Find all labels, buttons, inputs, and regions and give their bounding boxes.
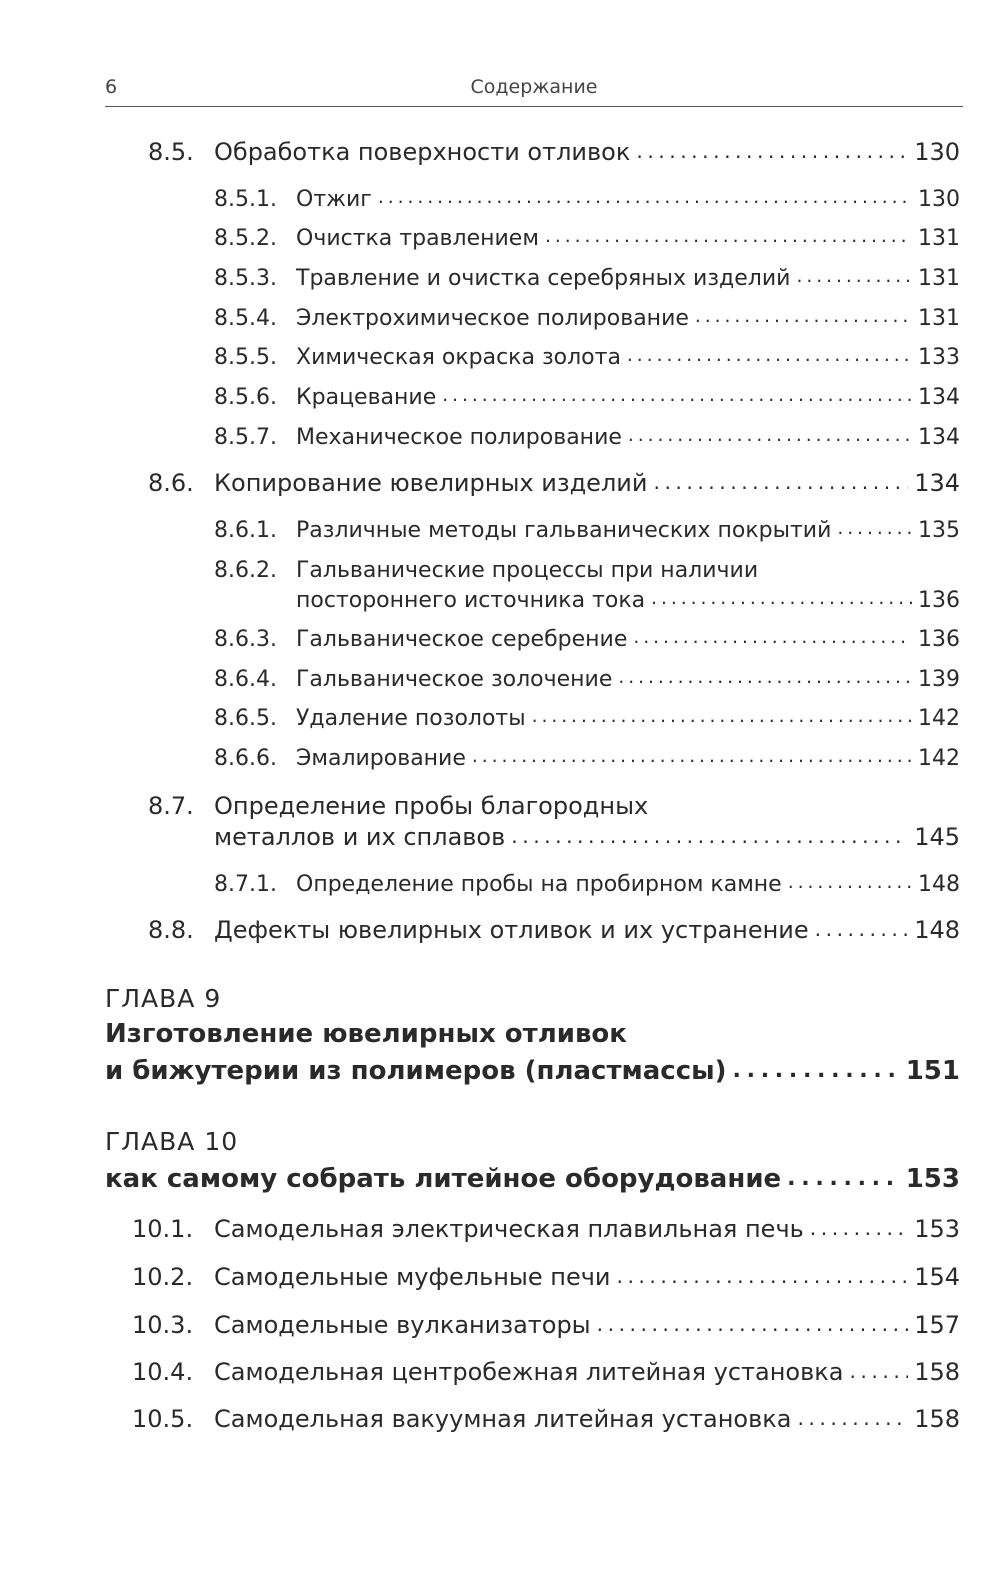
toc-entry-8-6-4[interactable] — [214, 667, 960, 692]
dot-leader — [796, 266, 912, 288]
dot-leader — [616, 1264, 908, 1288]
section-title: Обработка поверхности отливок — [214, 138, 631, 166]
section-number: 10.2. — [132, 1263, 194, 1291]
section-number: 8.6.3. — [214, 627, 277, 652]
page-ref: 134 — [918, 385, 960, 410]
section-number: 10.1. — [132, 1215, 194, 1243]
page-number: 6 — [105, 76, 118, 98]
page-ref: 131 — [918, 226, 960, 251]
dot-leader — [378, 187, 912, 209]
section-title-line2: металлов и их сплавов — [214, 823, 506, 851]
page-ref: 131 — [918, 306, 960, 331]
toc-entry-8-8[interactable] — [148, 916, 960, 944]
dot-leader — [545, 226, 912, 248]
toc-entry-10-1[interactable] — [132, 1215, 960, 1243]
dot-leader — [653, 470, 908, 494]
toc-entry-8-7[interactable] — [214, 823, 960, 851]
section-number: 8.5.5. — [214, 345, 277, 370]
section-number: 8.6.4. — [214, 667, 277, 692]
section-number: 8.6. — [148, 469, 194, 497]
section-number: 8.6.6. — [214, 746, 277, 771]
section-number: 10.3. — [132, 1311, 194, 1339]
section-title: Копирование ювелирных изделий — [214, 469, 648, 497]
section-number: 8.5. — [148, 138, 194, 166]
page-ref: 158 — [914, 1358, 960, 1386]
dot-leader — [695, 306, 912, 328]
toc-entry-8-7-line1[interactable] — [148, 792, 648, 820]
dot-leader — [849, 1359, 908, 1383]
dot-leader — [597, 1312, 909, 1336]
page-ref: 136 — [918, 588, 960, 613]
toc-entry-8-5-5[interactable] — [214, 345, 960, 370]
dot-leader — [618, 667, 912, 689]
dot-leader — [442, 385, 912, 407]
running-title: Содержание — [470, 76, 598, 98]
page-ref: 130 — [914, 138, 960, 166]
page-ref: 153 — [905, 1164, 960, 1194]
page-ref: 151 — [905, 1056, 960, 1086]
toc-entry-chapter-10[interactable] — [105, 1164, 960, 1194]
section-title: Электрохимическое полирование — [296, 306, 689, 331]
dot-leader — [633, 627, 912, 649]
section-number: 8.6.2. — [214, 558, 277, 583]
toc-entry-chapter-9[interactable] — [105, 1056, 960, 1086]
dot-leader — [628, 425, 912, 447]
page-ref: 153 — [914, 1215, 960, 1243]
chapter-10-label: ГЛАВА 10 — [105, 1127, 239, 1156]
section-title: Эмалирование — [296, 746, 466, 771]
section-title: Различные методы гальванических покрытий — [296, 518, 832, 543]
section-title: Гальваническое золочение — [296, 667, 613, 692]
page-ref: 145 — [914, 823, 960, 851]
section-number: 8.6.5. — [214, 706, 277, 731]
toc-entry-8-5-1[interactable] — [214, 187, 960, 212]
chapter-10-title: как самому собрать литейное оборудование — [105, 1164, 782, 1194]
page-ref: 130 — [918, 187, 960, 212]
section-title: Травление и очистка серебряных изделий — [296, 266, 791, 291]
page-ref: 134 — [914, 469, 960, 497]
page-ref: 157 — [914, 1311, 960, 1339]
dot-leader — [627, 345, 912, 367]
chapter-9-title-line1[interactable]: Изготовление ювелирных отливок — [105, 1019, 627, 1049]
page-ref: 148 — [914, 916, 960, 944]
page-ref: 154 — [914, 1263, 960, 1291]
section-number: 8.6.1. — [214, 518, 277, 543]
toc-entry-8-5-2[interactable] — [214, 226, 960, 251]
page-ref: 131 — [918, 266, 960, 291]
section-title: Самодельная вакуумная литейная установка — [214, 1405, 792, 1433]
section-title-line1: Гальванические процессы при наличии — [296, 558, 759, 583]
toc-entry-8-6-6[interactable] — [214, 746, 960, 771]
dot-leader — [636, 139, 908, 163]
page-ref: 148 — [918, 872, 960, 897]
section-title-line1: Определение пробы благородных — [214, 792, 649, 820]
toc-entry-8-6[interactable] — [148, 469, 960, 497]
section-title: Самодельные муфельные печи — [214, 1263, 611, 1291]
dot-leader — [815, 917, 909, 941]
section-title: Дефекты ювелирных отливок и их устранение — [214, 916, 809, 944]
toc-entry-10-4[interactable] — [132, 1358, 960, 1386]
page-ref: 139 — [918, 667, 960, 692]
dot-leader — [810, 1216, 908, 1240]
section-number: 8.5.1. — [214, 187, 277, 212]
toc-entry-8-5-4[interactable] — [214, 306, 960, 331]
page-ref: 135 — [918, 518, 960, 543]
page-header — [105, 74, 963, 107]
toc-entry-8-6-1[interactable] — [214, 518, 960, 543]
section-number: 10.4. — [132, 1358, 194, 1386]
section-title: Удаление позолоты — [296, 706, 526, 731]
dot-leader — [472, 746, 912, 768]
page-ref: 133 — [918, 345, 960, 370]
toc-entry-8-7-1[interactable] — [214, 872, 960, 897]
section-title: Самодельная центробежная литейная установка — [214, 1358, 844, 1386]
section-number: 8.5.3. — [214, 266, 277, 291]
dot-leader — [837, 518, 912, 540]
dot-leader — [651, 588, 912, 610]
toc-entry-8-5-6[interactable] — [214, 385, 960, 410]
toc-entry-10-3[interactable] — [132, 1311, 960, 1339]
section-title: Самодельные вулканизаторы — [214, 1311, 591, 1339]
section-title: Крацевание — [296, 385, 437, 410]
section-number: 8.5.6. — [214, 385, 277, 410]
page-ref: 134 — [918, 425, 960, 450]
section-title: Отжиг — [296, 187, 372, 212]
section-number: 8.7. — [148, 792, 194, 820]
dot-leader — [511, 824, 908, 848]
page-ref: 158 — [914, 1405, 960, 1433]
section-title-line2: постороннего источника тока — [296, 588, 646, 613]
toc-entry-10-5[interactable] — [132, 1405, 960, 1433]
section-number: 10.5. — [132, 1405, 194, 1433]
section-number: 8.5.2. — [214, 226, 277, 251]
page-ref: 142 — [918, 706, 960, 731]
section-title: Механическое полирование — [296, 425, 622, 450]
toc-entry-8-5-3[interactable] — [214, 266, 960, 291]
toc-entry-8-6-2[interactable] — [296, 588, 960, 613]
section-title: Химическая окраска золота — [296, 345, 621, 370]
section-number: 8.5.7. — [214, 425, 277, 450]
dot-leader — [733, 1057, 900, 1083]
chapter-9-title-line2: и бижутерии из полимеров (пластмассы) — [105, 1056, 727, 1086]
dot-leader — [788, 872, 912, 894]
dot-leader — [532, 706, 912, 728]
section-number: 8.7.1. — [214, 872, 277, 897]
toc-entry-8-5[interactable] — [148, 138, 960, 166]
toc-entry-10-2[interactable] — [132, 1263, 960, 1291]
page-ref: 136 — [918, 627, 960, 652]
toc-entry-8-5-7[interactable] — [214, 425, 960, 450]
toc-entry-8-6-2-line1[interactable] — [214, 558, 758, 583]
toc-entry-8-6-5[interactable] — [214, 706, 960, 731]
page-ref: 142 — [918, 746, 960, 771]
section-title: Определение пробы на пробирном камне — [296, 872, 782, 897]
dot-leader — [787, 1165, 900, 1191]
section-title: Гальваническое серебрение — [296, 627, 628, 652]
section-number: 8.5.4. — [214, 306, 277, 331]
toc-entry-8-6-3[interactable] — [214, 627, 960, 652]
section-title: Очистка травлением — [296, 226, 539, 251]
section-title: Самодельная электрическая плавильная печь — [214, 1215, 804, 1243]
dot-leader — [797, 1406, 908, 1430]
chapter-9-label: ГЛАВА 9 — [105, 984, 222, 1013]
section-number: 8.8. — [148, 916, 194, 944]
